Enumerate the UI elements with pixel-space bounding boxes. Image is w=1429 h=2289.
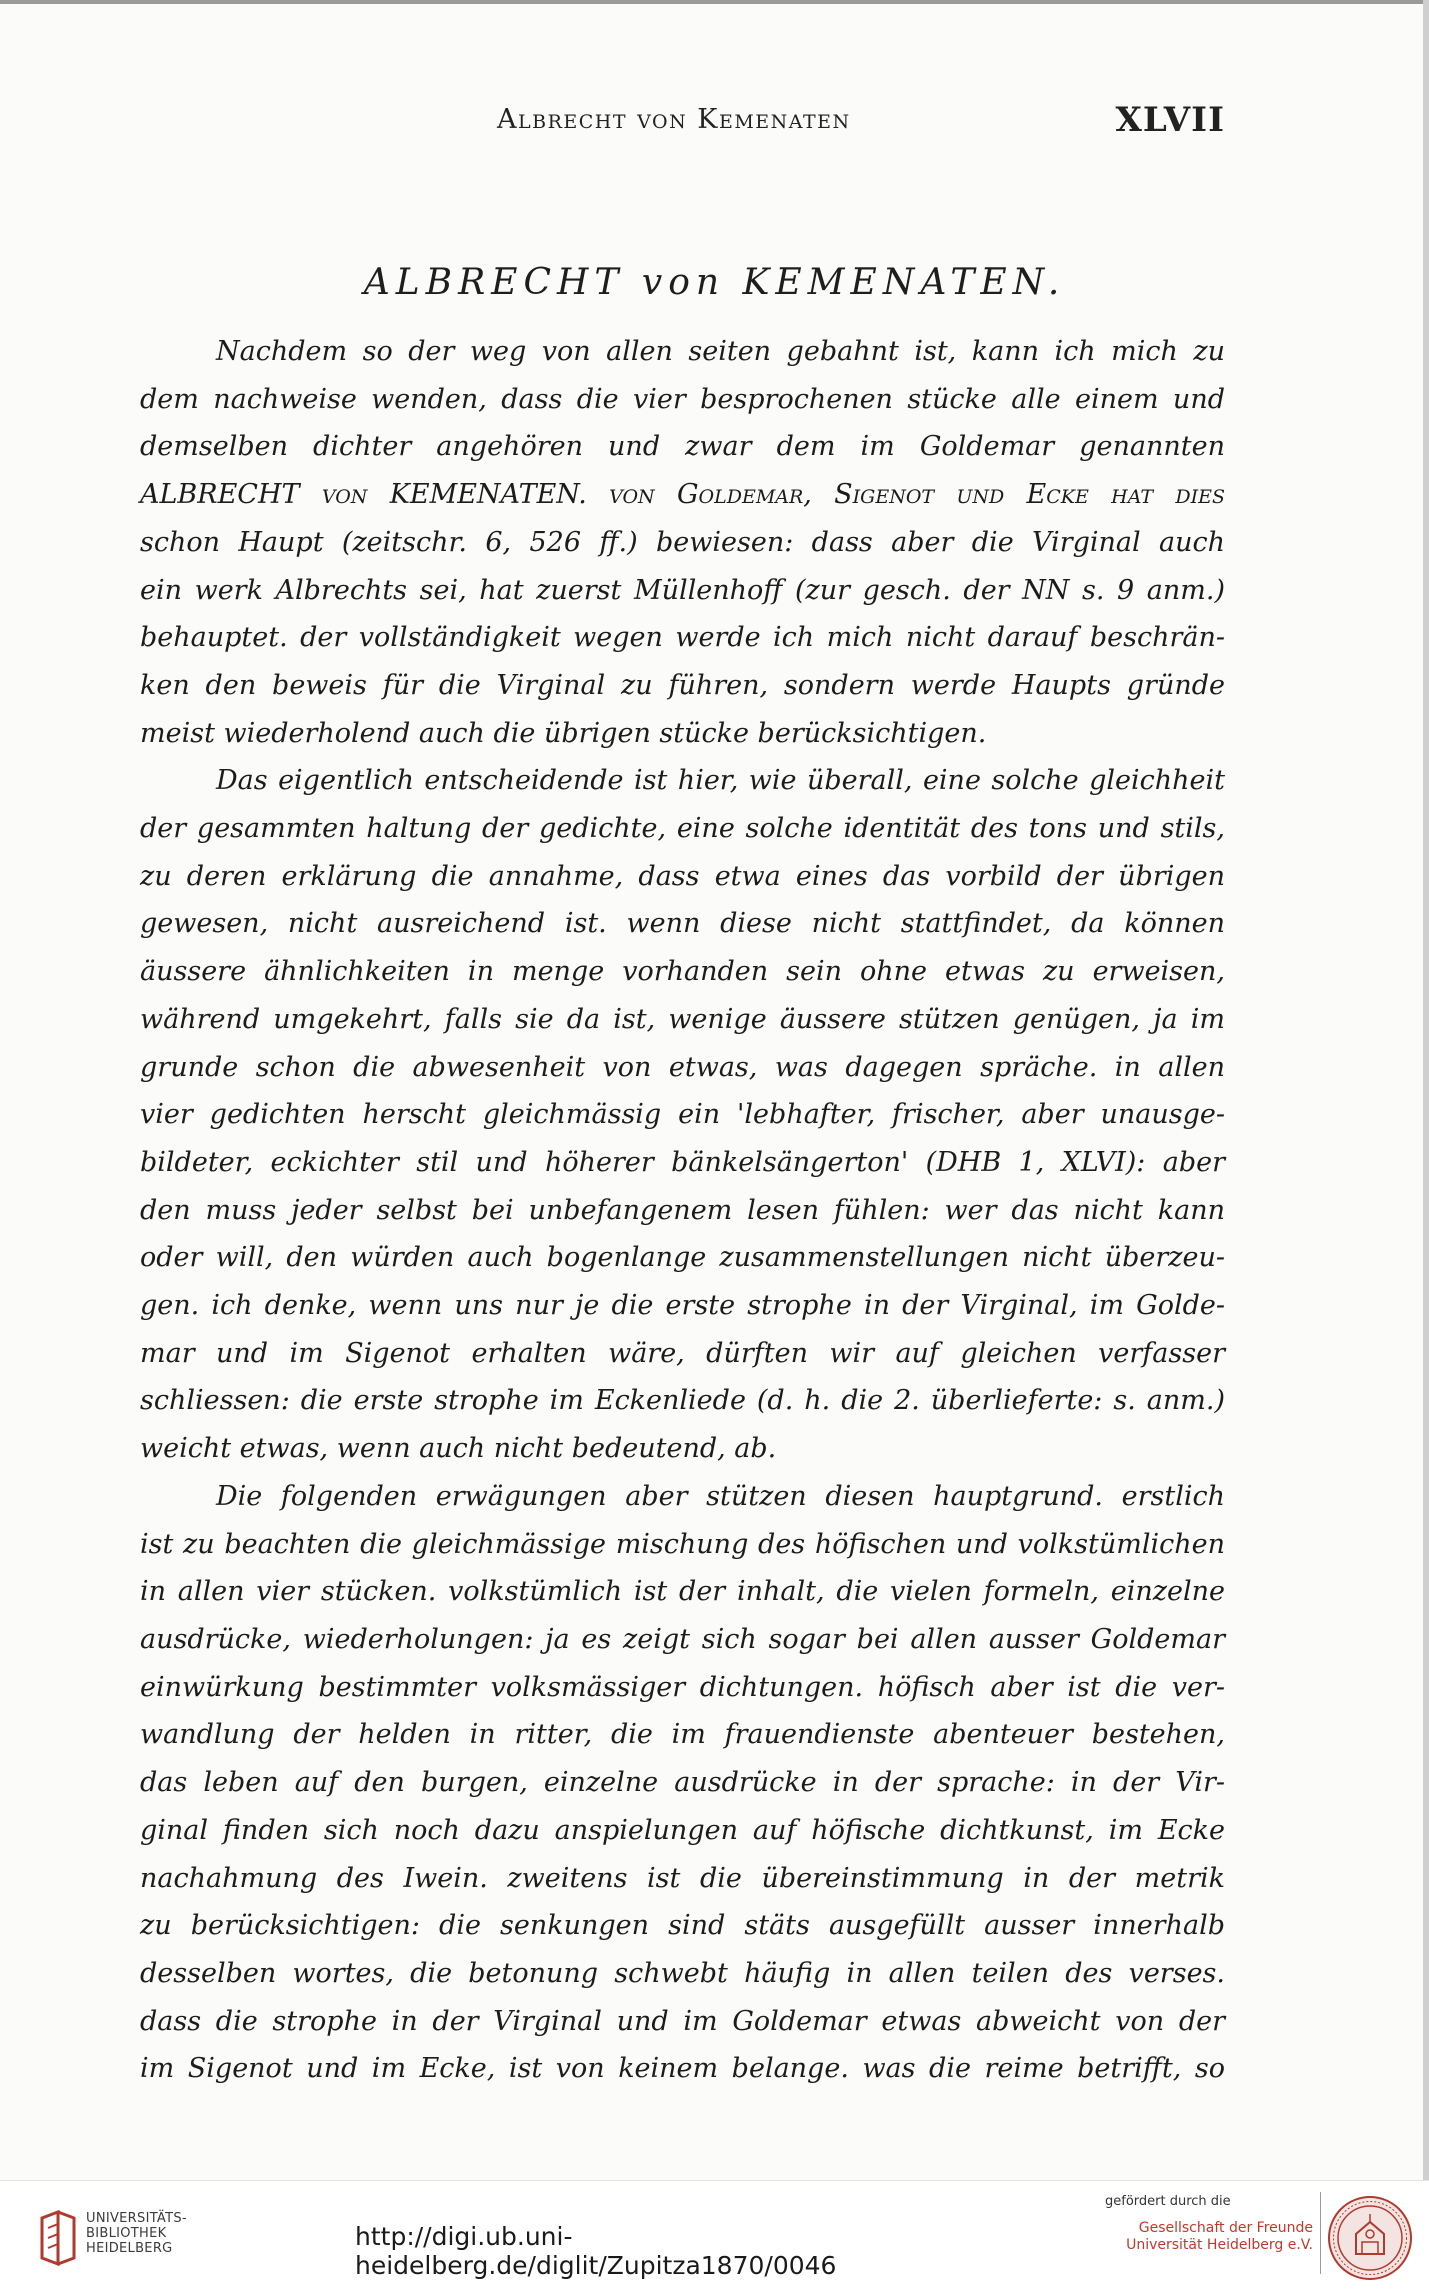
text-line: meist wiederholend auch die übrigen stücke berücksichtigen. <box>140 717 987 749</box>
text-line: ausdrücke, wiederholungen: ja es zeigt sich sogar bei allen ausser Goldemar <box>140 1623 1225 1655</box>
society-name-line: Universität Heidelberg e.V. <box>1126 2237 1313 2253</box>
text-line: nachahmung des Iwein. zweitens ist die übereinstimmung in der metrik <box>140 1862 1225 1894</box>
running-head-title: Albrecht von Kemenaten <box>497 104 851 135</box>
text-line: dem nachweise wenden, dass die vier besprochenen stücke alle einem und <box>140 383 1225 415</box>
page-number: XLVII <box>1115 100 1225 140</box>
text-line: ken den beweis für die Virginal zu führen, sondern werde Haupts gründe <box>140 669 1225 701</box>
library-name-line: HEIDELBERG <box>86 2241 173 2256</box>
text-line: dass die strophe in der Virginal und im Goldemar etwas abweicht von der <box>140 2005 1225 2037</box>
library-name-line: UNIVERSITÄTS- <box>86 2211 187 2226</box>
text-line: wandlung der helden in ritter, die im frauendienste abenteuer bestehen, <box>140 1719 1225 1751</box>
text-line: grunde schon die abwesenheit von etwas, was dagegen spräche. in allen <box>140 1051 1225 1083</box>
text-line: schon Haupt (zeitschr. 6, 526 ff.) bewiesen: dass aber die Virginal auch <box>140 526 1225 558</box>
society-name-line: Gesellschaft der Freunde <box>1138 2220 1313 2236</box>
footer-divider <box>1320 2192 1321 2274</box>
text-line: zu deren erklärung die annahme, dass etwa eines das vorbild der übrigen <box>140 860 1225 892</box>
permalink-url[interactable]: http://digi.ub.uni-heidelberg.de/diglit/Zupitza1870/0046 <box>355 2222 837 2280</box>
text-line: behauptet. der vollständigkeit wegen werde ich mich nicht darauf beschrän- <box>140 622 1225 654</box>
text-line: das leben auf den burgen, einzelne ausdrücke in der sprache: in der Vir- <box>140 1767 1225 1799</box>
text-line: im Sigenot und im Ecke, ist von keinem belange. was die reime betrifft, so <box>140 2053 1225 2085</box>
text-line: Das eigentlich entscheidende ist hier, wie überall, eine solche gleichheit <box>216 765 1225 797</box>
page-right-edge <box>1423 0 1429 2180</box>
text-line: ist zu beachten die gleichmässige mischung des höfischen und volkstümlichen <box>140 1528 1225 1560</box>
chapter-title: ALBRECHT von KEMENATEN. <box>363 262 1066 303</box>
university-seal-icon <box>1326 2194 1414 2282</box>
text-line: Nachdem so der weg von allen seiten gebahnt ist, kann ich mich zu <box>216 336 1225 367</box>
text-line: während umgekehrt, falls sie da ist, wenige äussere stützen genügen, ja im <box>140 1003 1225 1035</box>
library-name-line: BIBLIOTHEK <box>86 2226 167 2241</box>
page-top-edge <box>0 0 1429 4</box>
text-line: demselben dichter angehören und zwar dem im Goldemar genannten <box>140 431 1225 463</box>
text-line: ein werk Albrechts sei, hat zuerst Müllenhoff (zur gesch. der NN s. 9 anm.) <box>140 574 1225 606</box>
university-library-logo-icon <box>36 2210 80 2266</box>
text-line: gen. ich denke, wenn uns nur je die erste strophe in der Virginal, im Golde- <box>140 1290 1225 1322</box>
text-line: ALBRECHT von KEMENATEN. von Goldemar, Sigenot und Ecke hat dies <box>140 479 1225 511</box>
text-line: vier gedichten herscht gleichmässig ein 'lebhafter, frischer, aber unausge- <box>140 1099 1225 1131</box>
text-line: äussere ähnlichkeiten in menge vorhanden sein ohne etwas zu erweisen, <box>140 956 1225 988</box>
text-line: bildeter, eckichter stil und höherer bänkelsängerton' (DHB 1, XLVI): aber <box>140 1146 1225 1178</box>
text-line: den muss jeder selbst bei unbefangenem lesen fühlen: wer das nicht kann <box>140 1194 1225 1226</box>
text-line: Die folgenden erwägungen aber stützen diesen hauptgrund. erstlich <box>216 1480 1225 1512</box>
text-line: ginal finden sich noch dazu anspielungen auf höfische dichtkunst, im Ecke <box>140 1814 1225 1846</box>
body-text <box>140 328 1225 2093</box>
university-library-name <box>86 2211 226 2256</box>
running-head <box>497 100 1225 154</box>
text-line: mar und im Sigenot erhalten wäre, dürften wir auf gleichen verfasser <box>140 1337 1225 1369</box>
society-name <box>1108 2220 1313 2254</box>
text-line: oder will, den würden auch bogenlange zusammenstellungen nicht überzeu- <box>140 1242 1225 1274</box>
text-line: weicht etwas, wenn auch nicht bedeutend, ab. <box>140 1433 777 1465</box>
text-line: schliessen: die erste strophe im Eckenliede (d. h. die 2. überlieferte: s. anm.) <box>140 1385 1225 1417</box>
funded-by-label: gefördert durch die <box>1105 2194 1231 2209</box>
text-line: in allen vier stücken. volkstümlich ist der inhalt, die vielen formeln, einzelne <box>140 1576 1225 1608</box>
text-line: zu berücksichtigen: die senkungen sind stäts ausgefüllt ausser innerhalb <box>140 1910 1225 1942</box>
text-line: der gesammten haltung der gedichte, eine solche identität des tons und stils, <box>140 813 1225 845</box>
text-line: gewesen, nicht ausreichend ist. wenn diese nicht stattfindet, da können <box>140 908 1225 940</box>
text-line: desselben wortes, die betonung schwebt häufig in allen teilen des verses. <box>140 1957 1225 1989</box>
text-line: einwürkung bestimmter volksmässiger dichtungen. höfisch aber ist die ver- <box>140 1671 1225 1703</box>
